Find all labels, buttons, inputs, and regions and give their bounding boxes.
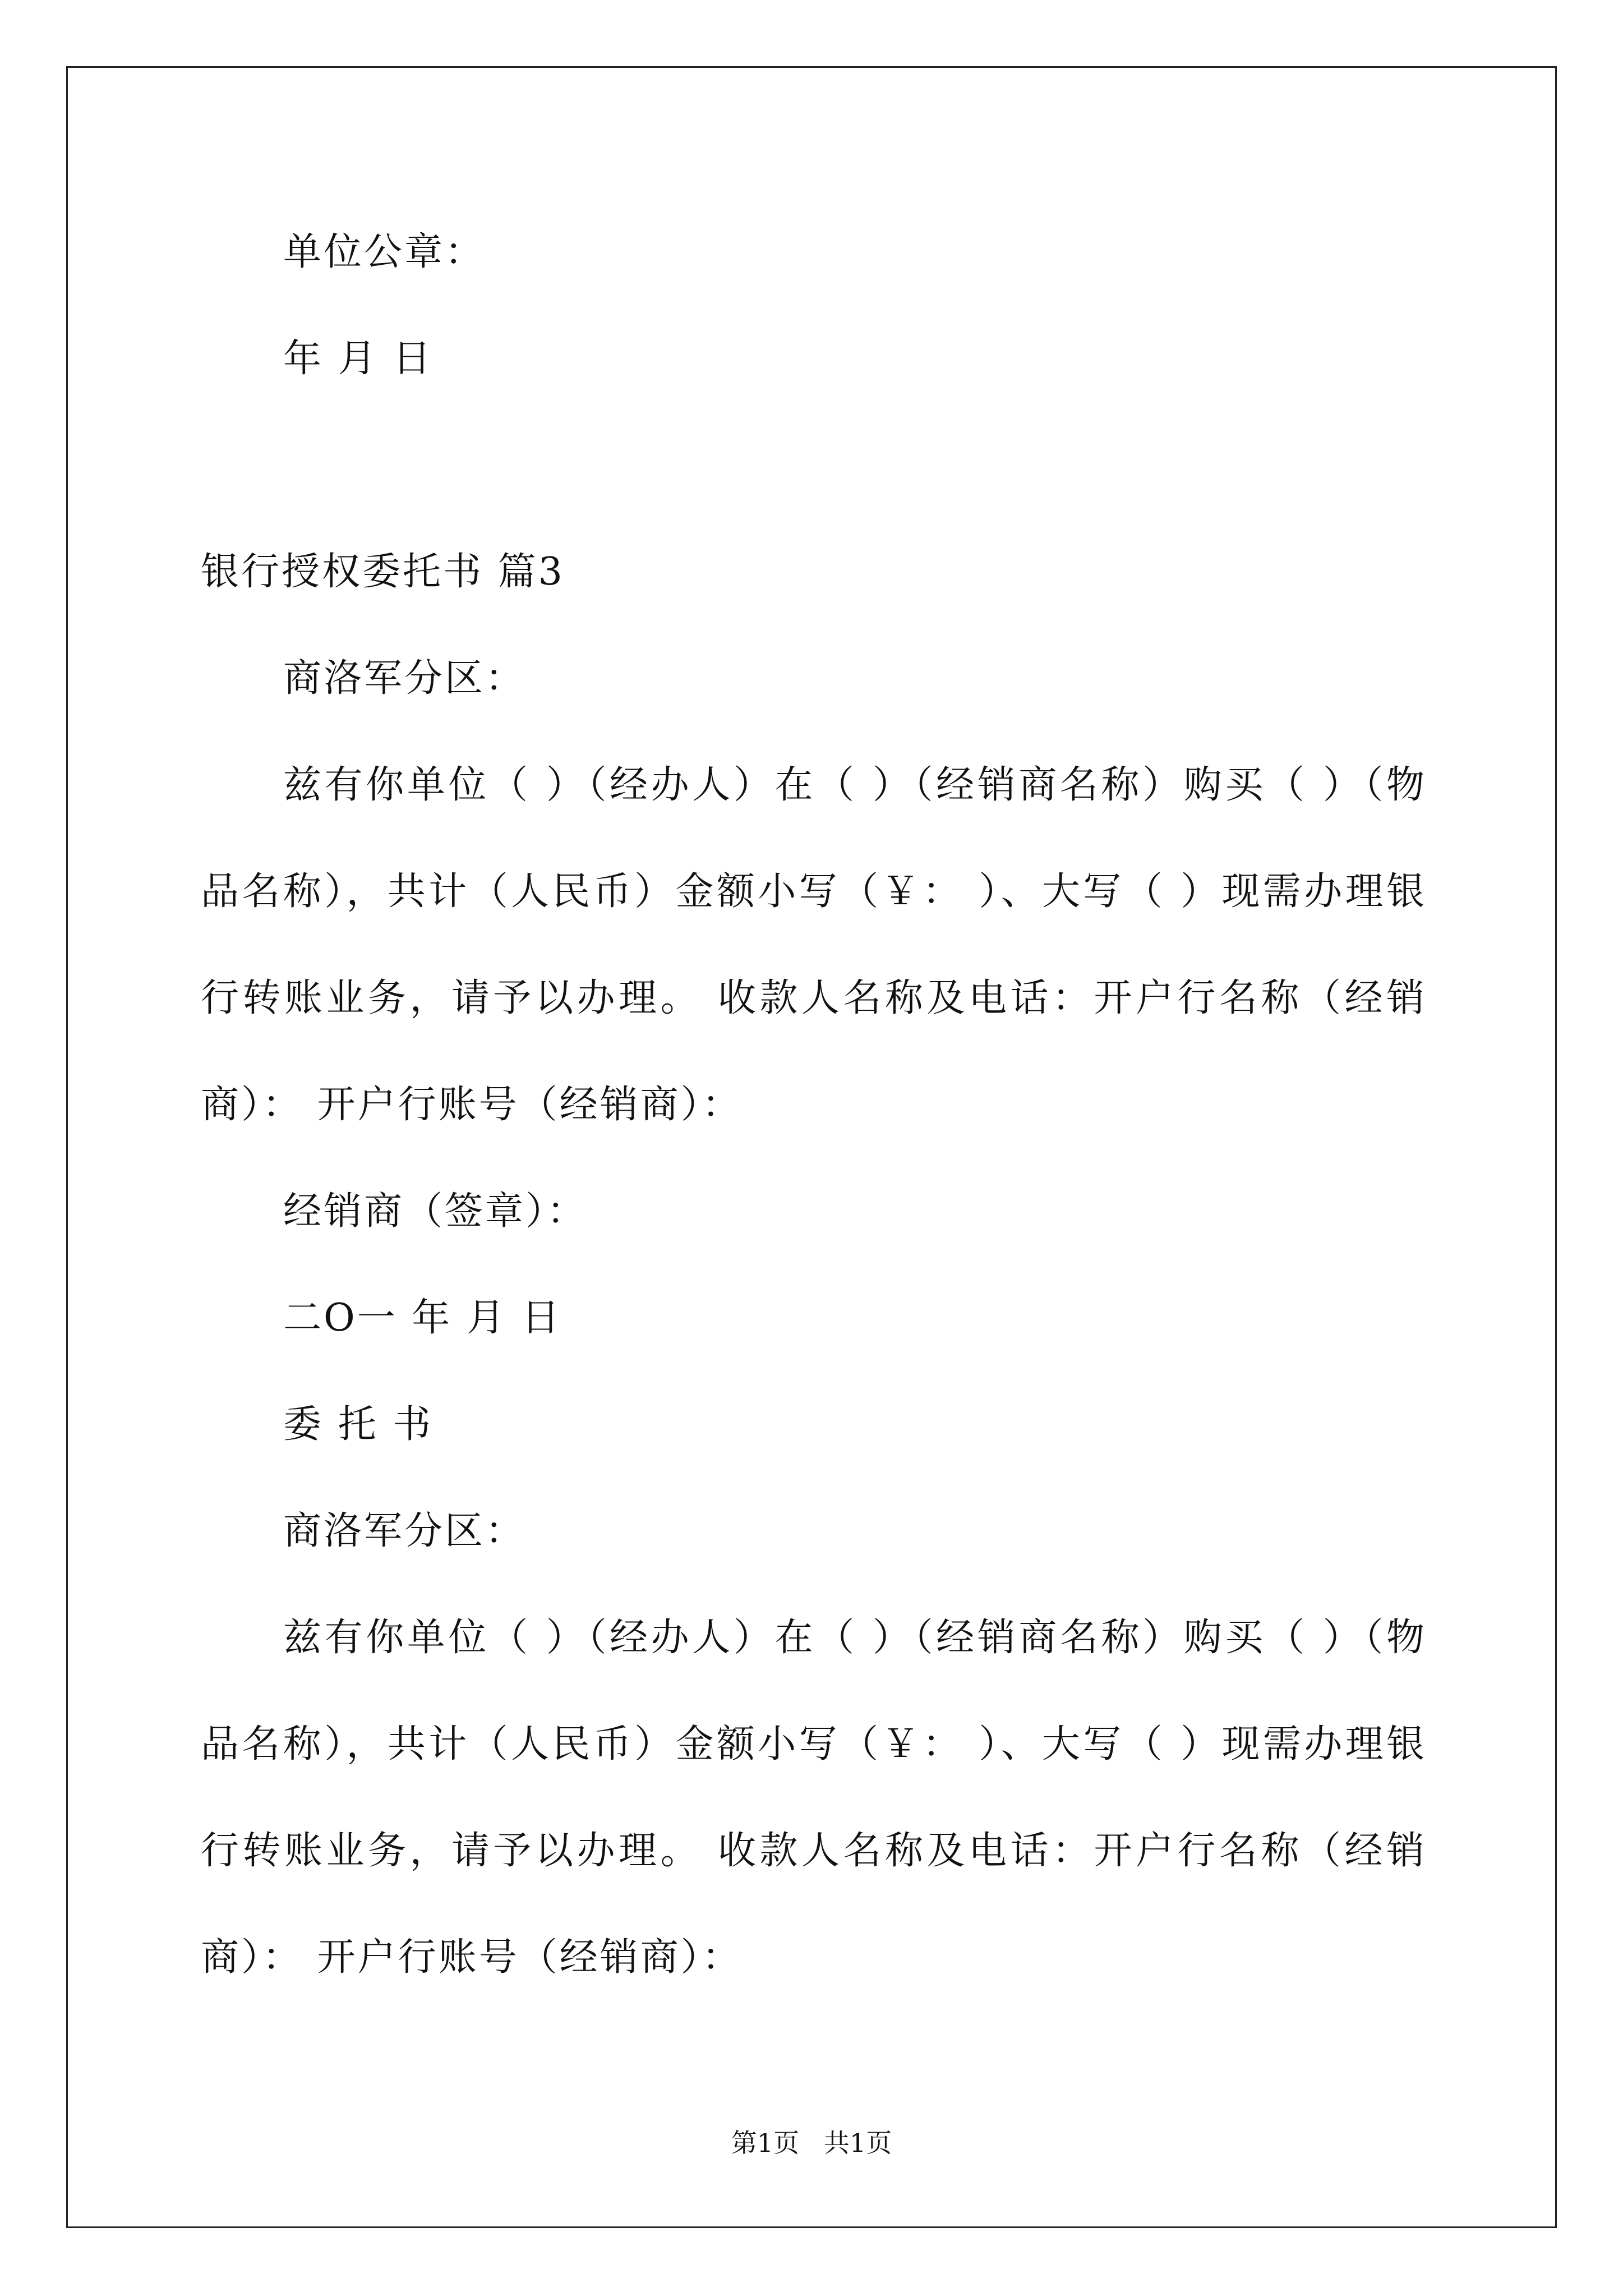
section-heading: 银行授权委托书 篇3 (201, 550, 565, 594)
document-title: 委 托 书 (283, 1402, 434, 1447)
date-line-2: 二O一 年 月 日 (283, 1296, 562, 1340)
paragraph-2-line-4: 商）： 开户行账号（经销商）： (201, 1935, 743, 1980)
paragraph-1-line-3: 行转账业务，请予以办理。 收款人名称及电话：开户行名称（经销 (201, 976, 1424, 1020)
paragraph-2-line-2: 品名称），共计（人民币）金额小写（￥： ）、大写（ ）现需办理银 (201, 1722, 1424, 1766)
addressee-1: 商洛军分区： (283, 656, 526, 701)
page-frame (66, 66, 1557, 2228)
seal-line: 单位公章： (283, 230, 486, 274)
paragraph-2-line-1: 兹有你单位（ ）（经办人）在（ ）（经销商名称）购买（ ）（物 (283, 1616, 1424, 1660)
page-footer: 第1页 共1页 (731, 2128, 892, 2158)
date-line-1: 年 月 日 (283, 337, 434, 381)
addressee-2: 商洛军分区： (283, 1509, 526, 1553)
paragraph-1-line-2: 品名称），共计（人民币）金额小写（￥： ）、大写（ ）现需办理银 (201, 869, 1424, 914)
dealer-signature-line: 经销商（签章）： (283, 1189, 588, 1234)
paragraph-2-line-3: 行转账业务，请予以办理。 收款人名称及电话：开户行名称（经销 (201, 1829, 1424, 1873)
paragraph-1-line-1: 兹有你单位（ ）（经办人）在（ ）（经销商名称）购买（ ）（物 (283, 763, 1424, 807)
paragraph-1-line-4: 商）： 开户行账号（经销商）： (201, 1083, 743, 1127)
